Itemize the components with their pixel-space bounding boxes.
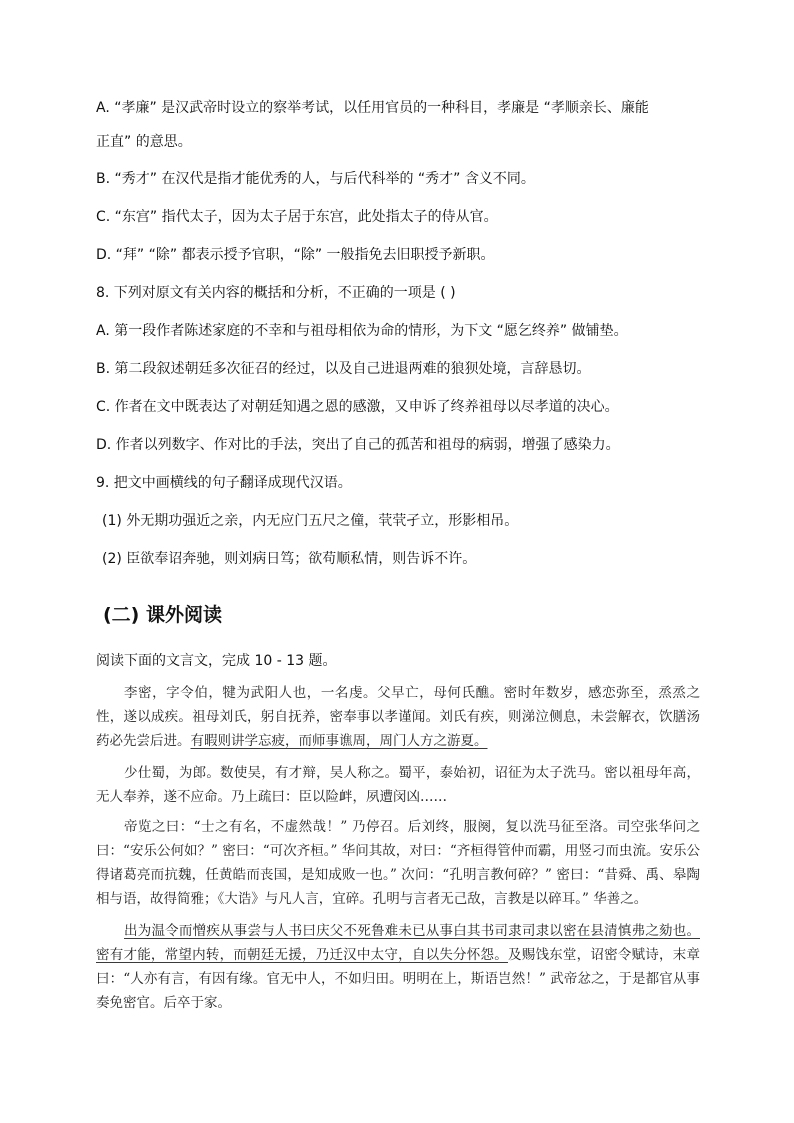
- option-d: D. “拜” “除” 都表示授予官职，“除” 一般指免去旧职授予新职。: [96, 247, 495, 263]
- question-8-option-d: D. 作者以列数字、作对比的手法，突出了自己的孤苦和祖母的病弱，增强了感染力。: [96, 437, 620, 453]
- option-c: C. “东宫” 指代太子，因为太子居于东宫，此处指太子的侍从官。: [96, 209, 498, 225]
- section-heading: (二) 课外阅读: [103, 604, 222, 626]
- passage-p1-text: 李密，字令伯，犍为武阳人也，一名虔。父早亡，母何氏醮。密时年数岁，感恋弥至，烝烝之性，遂以成疾。祖母刘氏，躬自抚养，密奉事以孝谨闻。刘氏有疾，则涕泣侧息，未尝解衣，饮膳汤药必先尝后进。: [96, 685, 700, 749]
- passage-paragraph-1: [96, 681, 700, 753]
- passage-paragraph-2: 少仕蜀，为郎。数使吴，有才辩，吴人称之。蜀平，泰始初，诏征为太子洗马。密以祖母年高，无人奉养，遂不应命。乃上疏曰：臣以险衅，夙遭闵凶……: [96, 765, 700, 805]
- option-b: B. “秀才” 在汉代是指才能优秀的人，与后代科举的 “秀才” 含义不同。: [96, 171, 535, 187]
- question-8-option-b: B. 第二段叙述朝廷多次征召的经过，以及自己进退两难的狼狈处境，言辞恳切。: [96, 361, 591, 377]
- passage-paragraph-3: 帝览之曰：“士之有名，不虚然哉！” 乃停召。后刘终，服阕，复以洗马征至洛。司空张华问之曰：“安乐公何如？” 密曰：“可次齐桓。” 华问其故，对曰：“齐桓得管仲而霸，用竖刁而虫流。安乐公得诸葛亮而抗魏，任黄皓而丧国，是知成败一也。” 次问：“孔明言教何碎？” 密曰：“昔舜、禹、皋陶相与语，故得简雅；《大诰》与凡人言，宜碎。孔明与言者无己敌，言教是以碎耳。” 华善之。: [96, 819, 700, 907]
- passage-paragraph-4: [96, 919, 700, 1015]
- underlined-sentence-2: 出为温令而憎疾从事尝与人书曰庆父不死鲁难未已从事白其书司隶司隶以密在县清慎弗之劾也。: [124, 923, 700, 939]
- question-9-stem: 9. 把文中画横线的句子翻译成现代汉语。: [96, 475, 352, 491]
- question-9-item-1: (1) 外无期功强近之亲，内无应门五尺之僮，茕茕孑立，形影相吊。: [102, 513, 519, 529]
- question-8-option-a: A. 第一段作者陈述家庭的不幸和与祖母相依为命的情形，为下文 “愿乞终养” 做铺垫。: [96, 323, 628, 339]
- underlined-sentence-1: 有暇则讲学忘疲，而师事谯周，周门人方之游夏。: [190, 733, 488, 749]
- underlined-sentence-3: 密有才能，常望内转，而朝廷无援，乃迁汉中太守，自以失分怀怨。: [96, 947, 508, 963]
- section-intro: 阅读下面的文言文，完成 10 - 13 题。: [96, 653, 337, 669]
- passage-p4-text: 及赐饯东堂，诏密令赋诗，末章曰：“人亦有言，有因有缘。官无中人，不如归田。明明在上，斯语岂然！” 武帝忿之，于是都官从事奏免密官。后卒于家。: [96, 947, 701, 1011]
- question-8-option-c: C. 作者在文中既表达了对朝廷知遇之恩的感激，又申诉了终养祖母以尽孝道的决心。: [96, 399, 619, 415]
- option-a-line1: A. “孝廉” 是汉武帝时设立的察举考试，以任用官员的一种科目，孝廉是 “孝顺亲长、廉能: [96, 100, 649, 116]
- option-a-line2: 正直” 的意思。: [96, 134, 192, 150]
- classical-passage: [96, 681, 700, 1015]
- question-8-stem: 8. 下列对原文有关内容的概括和分析，不正确的一项是 ( ): [96, 285, 456, 301]
- question-9-item-2: (2) 臣欲奉诏奔驰，则刘病日笃；欲苟顺私情，则告诉不许。: [102, 551, 477, 567]
